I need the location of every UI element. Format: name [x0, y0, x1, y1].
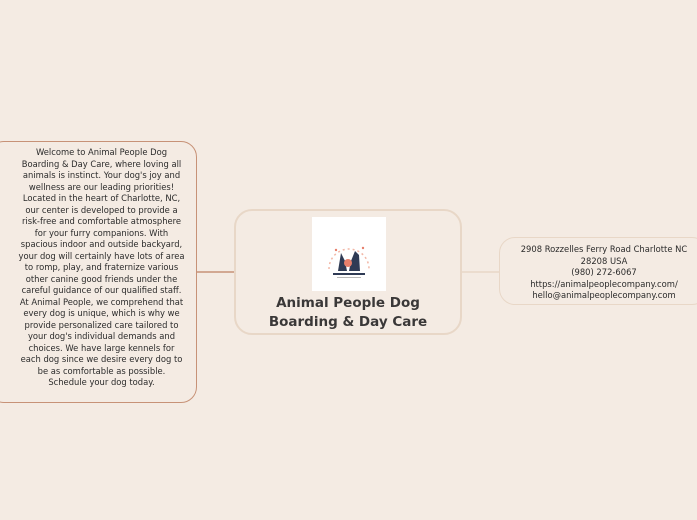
- left-topic-text: Welcome to Animal People Dog Boarding & Day Care, where loving all animals is instinct. Your dog's joy and wellness are our leading priorities! Located in the heart of Charlotte, NC, our center is developed to provide a risk-free and comfortable atmosphere for your furry companions. With spacious indoor and outside backyard, your dog will certainly have lots of area to romp, play, and fraternize various other canine good friends under the careful guidance of our qualified staff. At Animal People, we comprehend that every dog is unique, which is why we provide personalized care tailored to your dog's individual demands and choices. We have large kennels for each dog since we desire every dog to be as comfortable as possible. Schedule your dog today.: [18, 147, 185, 387]
- animal-people-logo-icon: [312, 217, 386, 291]
- right-topic-text: 2908 Rozzelles Ferry Road Charlotte NC 28208 USA (980) 272-6067 https://animalpeoplecompany.com/ hello@animalpeoplecompany.com: [520, 244, 688, 300]
- animal-people-logo: [312, 217, 386, 291]
- right-topic-node[interactable]: [499, 237, 697, 305]
- central-topic-node[interactable]: [234, 209, 462, 335]
- left-topic-node[interactable]: [0, 141, 197, 403]
- central-topic-title: Animal People Dog Boarding & Day Care: [268, 295, 428, 330]
